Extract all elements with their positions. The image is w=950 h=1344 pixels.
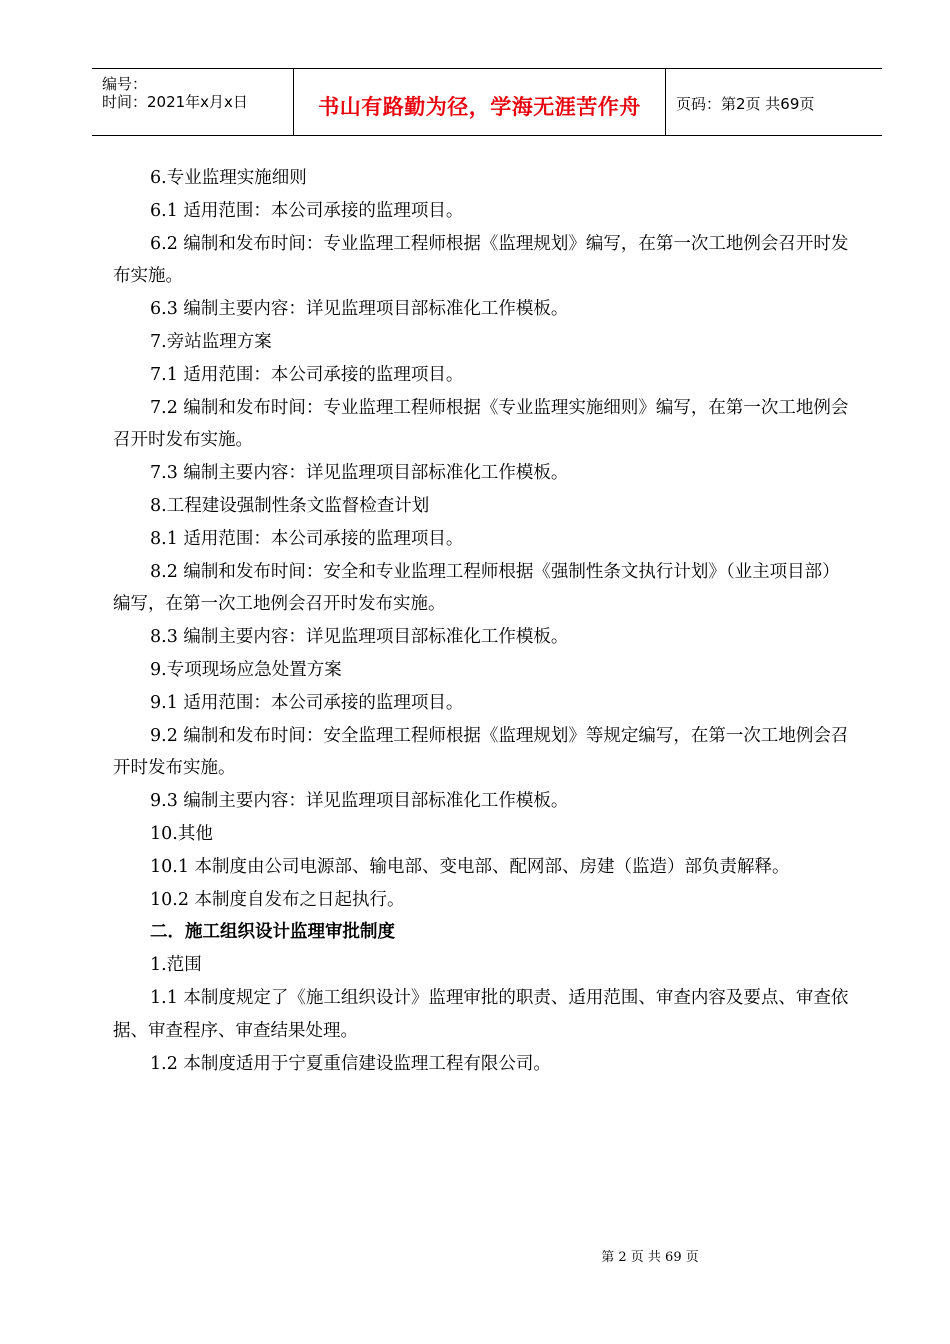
header-motto-cell xyxy=(294,69,666,135)
paragraph: 1.2 本制度适用于宁夏重信建设监理工程有限公司。 xyxy=(150,1053,551,1074)
section-heading: 6.专业监理实施细则 xyxy=(150,168,307,188)
section-heading: 10.其他 xyxy=(150,823,213,844)
paragraph: 7.1 适用范围：本公司承接的监理项目。 xyxy=(150,364,464,385)
paragraph: 8.1 适用范围：本公司承接的监理项目。 xyxy=(150,528,464,549)
paragraph: 1.1 本制度规定了《施工组织设计》监理审批的职责、适用范围、审查内容及要点、审查依据、审查程序、审查结果处理。 xyxy=(113,987,849,1041)
section-heading: 1.范围 xyxy=(150,955,202,976)
chapter-heading: 二．施工组织设计监理审批制度 xyxy=(150,922,395,943)
header-info-cell xyxy=(92,69,294,135)
paragraph: 7.2 编制和发布时间：专业监理工程师根据《专业监理实施细则》编写，在第一次工地例会召开时发布实施。 xyxy=(113,397,849,451)
paragraph: 10.2 本制度自发布之日起执行。 xyxy=(150,889,405,910)
paragraph: 7.3 编制主要内容：详见监理项目部标准化工作模板。 xyxy=(150,463,569,484)
paragraph: 6.1 适用范围：本公司承接的监理项目。 xyxy=(150,200,464,221)
paragraph: 6.2 编制和发布时间：专业监理工程师根据《监理规划》编写，在第一次工地例会召开时发布实施。 xyxy=(113,233,849,287)
page-footer: 第 2 页 共 69 页 xyxy=(601,1250,699,1265)
page-header xyxy=(92,68,882,136)
document-number-label: 编号： xyxy=(102,75,148,93)
paragraph: 8.3 编制主要内容：详见监理项目部标准化工作模板。 xyxy=(150,627,569,648)
document-time-label: 时间：2021年x月x日 xyxy=(102,93,248,111)
paragraph: 9.2 编制和发布时间：安全监理工程师根据《监理规划》等规定编写，在第一次工地例会召开时发布实施。 xyxy=(113,725,849,779)
paragraph: 6.3 编制主要内容：详见监理项目部标准化工作模板。 xyxy=(150,299,569,320)
header-page-cell xyxy=(666,69,882,135)
paragraph: 9.1 适用范围：本公司承接的监理项目。 xyxy=(150,692,464,713)
document-body xyxy=(113,162,853,1080)
header-motto: 书山有路勤为径，学海无涯苦作舟 xyxy=(318,95,641,119)
paragraph: 9.3 编制主要内容：详见监理项目部标准化工作模板。 xyxy=(150,791,569,812)
paragraph: 10.1 本制度由公司电源部、输电部、变电部、配网部、房建（监造）部负责解释。 xyxy=(150,856,790,877)
section-heading: 9.专项现场应急处置方案 xyxy=(150,659,342,680)
section-heading: 8.工程建设强制性条文监督检查计划 xyxy=(150,495,430,516)
header-page-label: 页码：第2页 共69页 xyxy=(676,95,815,113)
section-heading: 7.旁站监理方案 xyxy=(150,331,272,352)
paragraph: 8.2 编制和发布时间：安全和专业监理工程师根据《强制性条文执行计划》（业主项目部）编写，在第一次工地例会召开时发布实施。 xyxy=(113,561,840,615)
